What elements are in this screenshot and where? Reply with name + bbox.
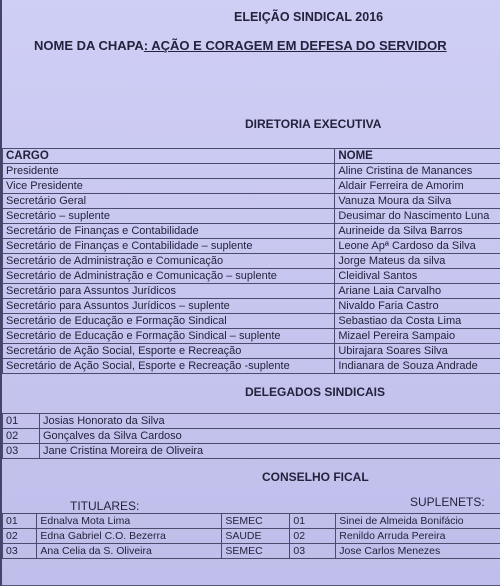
table-row — [3, 209, 500, 224]
table-row — [3, 284, 500, 299]
nome-cell: Aurineide da Silva Barros — [335, 224, 500, 239]
cargo-cell: Secretário de Finanças e Contabilidade — [3, 224, 335, 239]
chapa-line — [34, 38, 447, 53]
nome-cell: Mizael Pereira Sampaio — [335, 329, 500, 344]
row-number-cell: 02 — [3, 429, 40, 444]
row-number-cell: 03 — [3, 544, 37, 559]
cargo-cell: Presidente — [3, 164, 335, 179]
conselho-body — [3, 514, 500, 559]
nome-cell: Ariane Laia Carvalho — [335, 284, 500, 299]
table-row — [3, 269, 500, 284]
delegado-name-cell: Josias Honorato da Silva — [40, 414, 500, 429]
cargo-cell: Secretário para Assuntos Jurídicos – suplente — [3, 299, 335, 314]
suplente-number-cell: 01 — [290, 514, 336, 529]
table-row — [3, 359, 500, 374]
row-number-cell: 01 — [3, 514, 37, 529]
table-row — [3, 444, 500, 459]
orgao-cell: SEMEC — [222, 514, 290, 529]
orgao-cell: SAUDE — [222, 529, 290, 544]
diretoria-heading: DIRETORIA EXECUTIVA — [245, 117, 382, 131]
table-row — [3, 544, 500, 559]
conselho-heading: CONSELHO FICAL — [262, 470, 369, 484]
row-number-cell: 01 — [3, 414, 40, 429]
nome-cell: Indianara de Souza Andrade — [335, 359, 500, 374]
chapa-label: NOME DA CHAPA — [34, 38, 144, 53]
col-cargo-header: CARGO — [3, 149, 335, 164]
delegado-name-cell: Gonçalves da Silva Cardoso — [40, 429, 500, 444]
diretoria-header-row — [3, 149, 500, 164]
suplente-number-cell: 02 — [290, 529, 336, 544]
suplente-name-cell: Renildo Arruda Pereira — [336, 529, 500, 544]
diretoria-table — [2, 148, 500, 374]
titular-name-cell: Edna Gabriel C.O. Bezerra — [37, 529, 222, 544]
cargo-cell: Secretário para Assuntos Jurídicos — [3, 284, 335, 299]
nome-cell: Deusimar do Nascimento Luna — [335, 209, 500, 224]
titulares-label: TITULARES: — [70, 499, 140, 513]
suplente-name-cell: Jose Carlos Menezes — [336, 544, 500, 559]
diretoria-body — [3, 164, 500, 374]
table-row — [3, 414, 500, 429]
table-row — [3, 299, 500, 314]
nome-cell: Aline Cristina de Manances — [335, 164, 500, 179]
conselho-table — [2, 513, 500, 559]
cargo-cell: Secretário de Ação Social, Esporte e Recreação -suplente — [3, 359, 335, 374]
table-row — [3, 529, 500, 544]
table-row — [3, 344, 500, 359]
table-row — [3, 164, 500, 179]
nome-cell: Ubirajara Soares Silva — [335, 344, 500, 359]
cargo-cell: Secretário de Finanças e Contabilidade – suplente — [3, 239, 335, 254]
table-row — [3, 514, 500, 529]
table-row — [3, 329, 500, 344]
table-row — [3, 224, 500, 239]
nome-cell: Sebastiao da Costa Lima — [335, 314, 500, 329]
cargo-cell: Vice Presidente — [3, 179, 335, 194]
delegados-heading: DELEGADOS SINDICAIS — [245, 385, 386, 399]
suplente-name-cell: Sinei de Almeida Bonifácio — [336, 514, 500, 529]
orgao-cell: SEMEC — [222, 544, 290, 559]
table-row — [3, 194, 500, 209]
delegados-table — [2, 413, 500, 459]
col-nome-header: NOME — [335, 149, 500, 164]
nome-cell: Aldair Ferreira de Amorim — [335, 179, 500, 194]
cargo-cell: Secretário de Educação e Formação Sindical – suplente — [3, 329, 335, 344]
table-row — [3, 429, 500, 444]
suplentes-label: SUPLENETS: — [410, 495, 485, 509]
suplente-number-cell: 03 — [290, 544, 336, 559]
titular-name-cell: Ana Celia da S. Oliveira — [37, 544, 222, 559]
nome-cell: Cleidival Santos — [335, 269, 500, 284]
table-row — [3, 254, 500, 269]
titular-name-cell: Ednalva Mota Lima — [37, 514, 222, 529]
cargo-cell: Secretário de Ação Social, Esporte e Recreação — [3, 344, 335, 359]
row-number-cell: 02 — [3, 529, 37, 544]
nome-cell: Leone Apª Cardoso da Silva — [335, 239, 500, 254]
nome-cell: Jorge Mateus da silva — [335, 254, 500, 269]
cargo-cell: Secretário de Administração e Comunicação — [3, 254, 335, 269]
nome-cell: Nivaldo Faria Castro — [335, 299, 500, 314]
table-row — [3, 239, 500, 254]
cargo-cell: Secretário de Administração e Comunicação – suplente — [3, 269, 335, 284]
cargo-cell: Secretário de Educação e Formação Sindical — [3, 314, 335, 329]
nome-cell: Vanuza Moura da Silva — [335, 194, 500, 209]
delegados-body — [3, 414, 500, 459]
chapa-name: : AÇÃO E CORAGEM EM DEFESA DO SERVIDOR — [143, 38, 447, 53]
table-row — [3, 314, 500, 329]
delegado-name-cell: Jane Cristina Moreira de Oliveira — [40, 444, 500, 459]
table-row — [3, 179, 500, 194]
document-title: ELEIÇÃO SINDICAL 2016 — [234, 10, 384, 24]
cargo-cell: Secretário – suplente — [3, 209, 335, 224]
row-number-cell: 03 — [3, 444, 40, 459]
cargo-cell: Secretário Geral — [3, 194, 335, 209]
